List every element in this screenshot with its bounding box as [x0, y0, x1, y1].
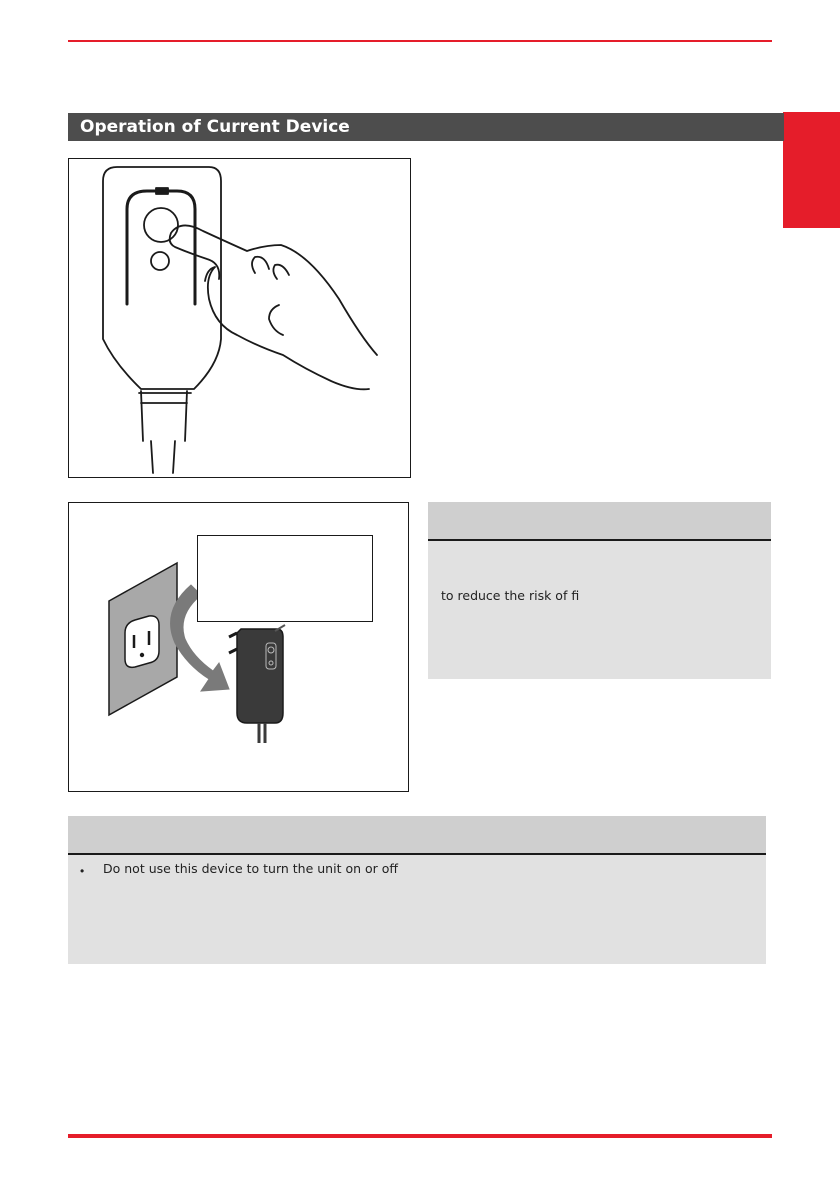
- chapter-tab: [783, 112, 840, 228]
- device-body: [103, 167, 221, 389]
- test-button-circle: [144, 208, 178, 242]
- device-plug-body: [237, 629, 283, 723]
- note-text: to reduce the risk of fi: [441, 588, 580, 603]
- caution-text: Do not use this device to turn the unit on or off: [103, 861, 399, 876]
- bullet-marker: •: [80, 864, 85, 878]
- figure-press-button: [68, 158, 411, 478]
- top-rule: [68, 40, 772, 42]
- caution-header: [68, 816, 766, 855]
- section-title: Operation of Current Device: [68, 113, 784, 141]
- reset-button-circle: [151, 252, 169, 270]
- bottom-rule: [68, 1134, 772, 1138]
- outlet-socket: [125, 616, 159, 667]
- note-header: [428, 502, 771, 541]
- callout-box: [197, 535, 373, 622]
- hand-outline: [170, 225, 377, 389]
